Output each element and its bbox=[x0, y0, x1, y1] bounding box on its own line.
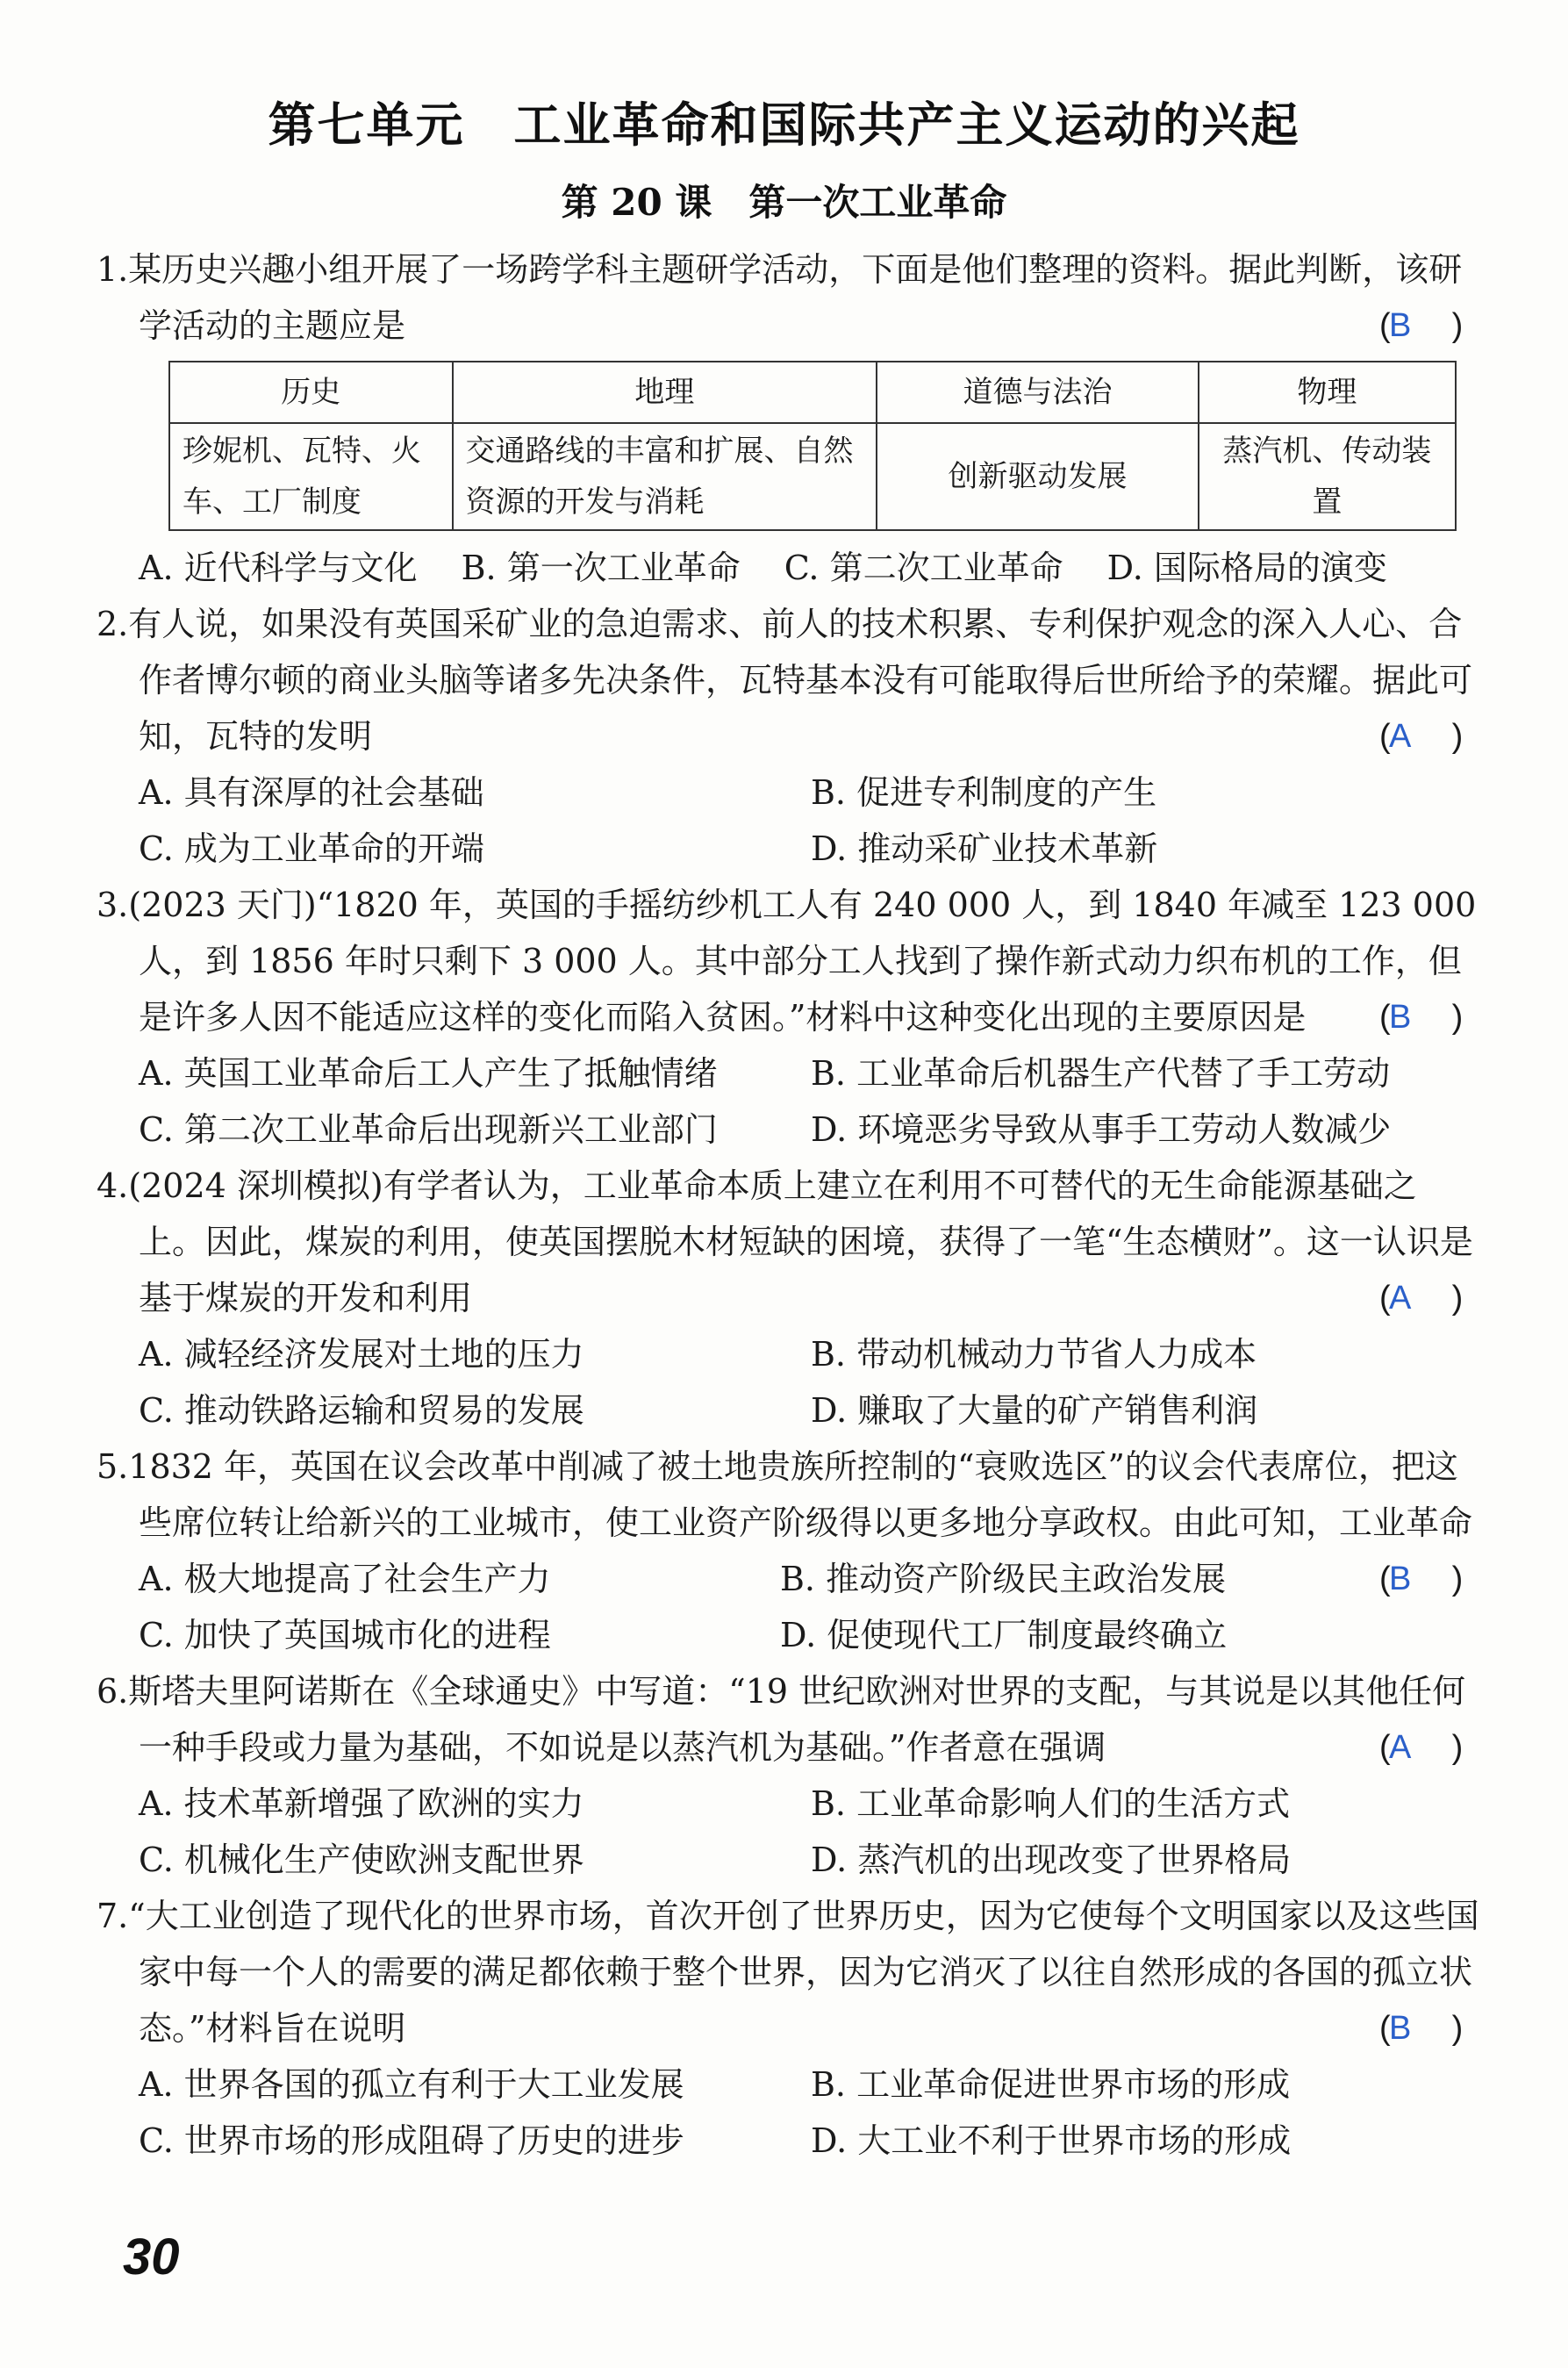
lesson-title: 第 20 课 第一次工业革命 bbox=[561, 181, 1007, 224]
option-b: B. 工业革命促进世界市场的形成 bbox=[811, 2065, 1291, 2104]
option-b: B. 工业革命后机器生产代替了手工劳动 bbox=[811, 1054, 1391, 1093]
question-text: 1832 年，英国在议会改革中削减了被土地贵族所控制的“衰败选区”的议会代表席位，把这些席位转让给新兴的工业城市，使工业资产阶级得以更多地分享政权。由此可知，工业革命 bbox=[128, 1447, 1473, 1542]
question-number: 4. bbox=[97, 1166, 129, 1205]
question-number: 2. bbox=[97, 605, 129, 643]
question-number: 1. bbox=[97, 250, 129, 289]
option-b: B. 工业革命影响人们的生活方式 bbox=[811, 1784, 1291, 1823]
option-b: B. 第一次工业革命 bbox=[461, 549, 741, 587]
table-header: 历史 bbox=[169, 362, 453, 423]
table-cell: 蒸汽机、传动装置 bbox=[1199, 423, 1456, 530]
option-a: A. 近代科学与文化 bbox=[139, 549, 418, 587]
question-stem bbox=[97, 1158, 1483, 1326]
option-c: C. 成为工业革命的开端 bbox=[139, 829, 484, 868]
question-6 bbox=[97, 1663, 1483, 1888]
option-c: C. 推动铁路运输和贸易的发展 bbox=[139, 1391, 584, 1430]
table-header: 地理 bbox=[453, 362, 877, 423]
options bbox=[97, 1776, 1483, 1888]
question-5 bbox=[97, 1439, 1483, 1663]
answer-box: (B ) bbox=[1421, 989, 1483, 1045]
table-cell: 创新驱动发展 bbox=[877, 423, 1199, 530]
answer-letter: A bbox=[1388, 1729, 1412, 1766]
option-d: D. 蒸汽机的出现改变了世界格局 bbox=[811, 1841, 1292, 1879]
table-header: 道德与法治 bbox=[877, 362, 1199, 423]
question-stem bbox=[97, 1888, 1483, 2056]
options bbox=[97, 1045, 1483, 1158]
option-d: D. 环境恶劣导致从事手工劳动人数减少 bbox=[811, 1110, 1392, 1149]
option-d: D. 国际格局的演变 bbox=[1106, 549, 1387, 587]
option-a: A. 英国工业革命后工人产生了抵触情绪 bbox=[139, 1054, 718, 1093]
option-c: C. 第二次工业革命后出现新兴工业部门 bbox=[139, 1110, 718, 1149]
subject-table bbox=[168, 361, 1457, 531]
unit-title: 第七单元 工业革命和国际共产主义运动的兴起 bbox=[268, 97, 1300, 153]
question-1 bbox=[97, 241, 1483, 596]
answer-box: (B ) bbox=[1421, 298, 1483, 354]
option-a: A. 世界各国的孤立有利于大工业发展 bbox=[139, 2065, 684, 2104]
question-number: 6. bbox=[97, 1672, 129, 1711]
answer-box: (B ) bbox=[1421, 1551, 1483, 1607]
question-text: 某历史兴趣小组开展了一场跨学科主题研学活动，下面是他们整理的资料。据此判断，该研学活动的主题应是 bbox=[128, 250, 1463, 345]
option-b: B. 带动机械动力节省人力成本 bbox=[811, 1335, 1257, 1374]
page-number: 30 bbox=[123, 2228, 180, 2285]
table-header: 物理 bbox=[1199, 362, 1456, 423]
option-d: D. 赚取了大量的矿产销售利润 bbox=[811, 1391, 1258, 1430]
options bbox=[97, 1326, 1483, 1439]
table-cell: 交通路线的丰富和扩展、自然资源的开发与消耗 bbox=[453, 423, 877, 530]
question-number: 3. bbox=[97, 886, 129, 924]
answer-letter: B bbox=[1388, 999, 1412, 1036]
question-stem bbox=[97, 1663, 1483, 1776]
option-b: B. 推动资产阶级民主政治发展 bbox=[780, 1560, 1227, 1598]
table-cell: 珍妮机、瓦特、火车、工厂制度 bbox=[169, 423, 453, 530]
answer-box: (A ) bbox=[1421, 1270, 1483, 1326]
question-number: 5. bbox=[97, 1447, 129, 1486]
answer-letter: A bbox=[1388, 718, 1412, 755]
options bbox=[97, 1551, 1421, 1663]
options bbox=[97, 764, 1483, 877]
option-a: A. 极大地提高了社会生产力 bbox=[139, 1560, 551, 1598]
options bbox=[97, 2056, 1483, 2169]
option-c: C. 第二次工业革命 bbox=[784, 549, 1063, 587]
question-text: “大工业创造了现代化的世界市场，首次开创了世界历史，因为它使每个文明国家以及这些国家中每一个人的需要的满足都依赖于整个世界，因为它消灭了以往自然形成的各国的孤立状态。”材料旨在说明 bbox=[128, 1897, 1479, 2048]
question-stem bbox=[97, 877, 1483, 1045]
option-d: D. 推动采矿业技术革新 bbox=[811, 829, 1158, 868]
answer-letter: B bbox=[1388, 307, 1412, 344]
question-number: 7. bbox=[97, 1897, 129, 1935]
question-3 bbox=[97, 877, 1483, 1158]
option-b: B. 促进专利制度的产生 bbox=[811, 773, 1157, 812]
question-2 bbox=[97, 596, 1483, 877]
option-a: A. 技术革新增强了欧洲的实力 bbox=[139, 1784, 584, 1823]
option-c: C. 加快了英国城市化的进程 bbox=[139, 1616, 551, 1654]
answer-box: (A ) bbox=[1421, 708, 1483, 764]
answer-letter: B bbox=[1388, 1561, 1412, 1597]
question-text: (2024 深圳模拟)有学者认为，工业革命本质上建立在利用不可替代的无生命能源基础之上。因此，煤炭的利用，使英国摆脱木材短缺的困境，获得了一笔“生态横财”。这一认识是基于煤炭的开发和利用 bbox=[128, 1166, 1473, 1317]
question-stem bbox=[97, 596, 1483, 764]
option-d: D. 促使现代工厂制度最终确立 bbox=[780, 1616, 1228, 1654]
option-c: C. 世界市场的形成阻碍了历史的进步 bbox=[139, 2121, 684, 2160]
answer-box: (B ) bbox=[1421, 2000, 1483, 2056]
question-4 bbox=[97, 1158, 1483, 1439]
question-stem bbox=[97, 241, 1483, 354]
answer-box: (A ) bbox=[1421, 1719, 1483, 1776]
question-7 bbox=[97, 1888, 1483, 2169]
option-a: A. 具有深厚的社会基础 bbox=[139, 773, 484, 812]
answer-letter: B bbox=[1388, 2010, 1412, 2047]
question-text: 有人说，如果没有英国采矿业的急迫需求、前人的技术积累、专利保护观念的深入人心、合作者博尔顿的商业头脑等诸多先决条件，瓦特基本没有可能取得后世所给予的荣耀。据此可知，瓦特的发明 bbox=[128, 605, 1473, 756]
options bbox=[97, 540, 1483, 596]
question-list bbox=[97, 241, 1483, 2169]
question-text: 斯塔夫里阿诺斯在《全球通史》中写道：“19 世纪欧洲对世界的支配，与其说是以其他任何一种手段或力量为基础，不如说是以蒸汽机为基础。”作者意在强调 bbox=[128, 1672, 1466, 1767]
option-c: C. 机械化生产使欧洲支配世界 bbox=[139, 1841, 584, 1879]
answer-letter: A bbox=[1388, 1280, 1412, 1317]
question-text: (2023 天门)“1820 年，英国的手摇纺纱机工人有 240 000 人，到 1840 年减至 123 000 人，到 1856 年时只剩下 3 000 人。其中部分工人找到了操作新式动力织布机的工作，但是许多人因不能适应这样的变化而陷入贫困。”材料中这种变化出现的主要原因是 bbox=[128, 886, 1477, 1037]
option-a: A. 减轻经济发展对土地的压力 bbox=[139, 1335, 584, 1374]
option-d: D. 大工业不利于世界市场的形成 bbox=[811, 2121, 1292, 2160]
